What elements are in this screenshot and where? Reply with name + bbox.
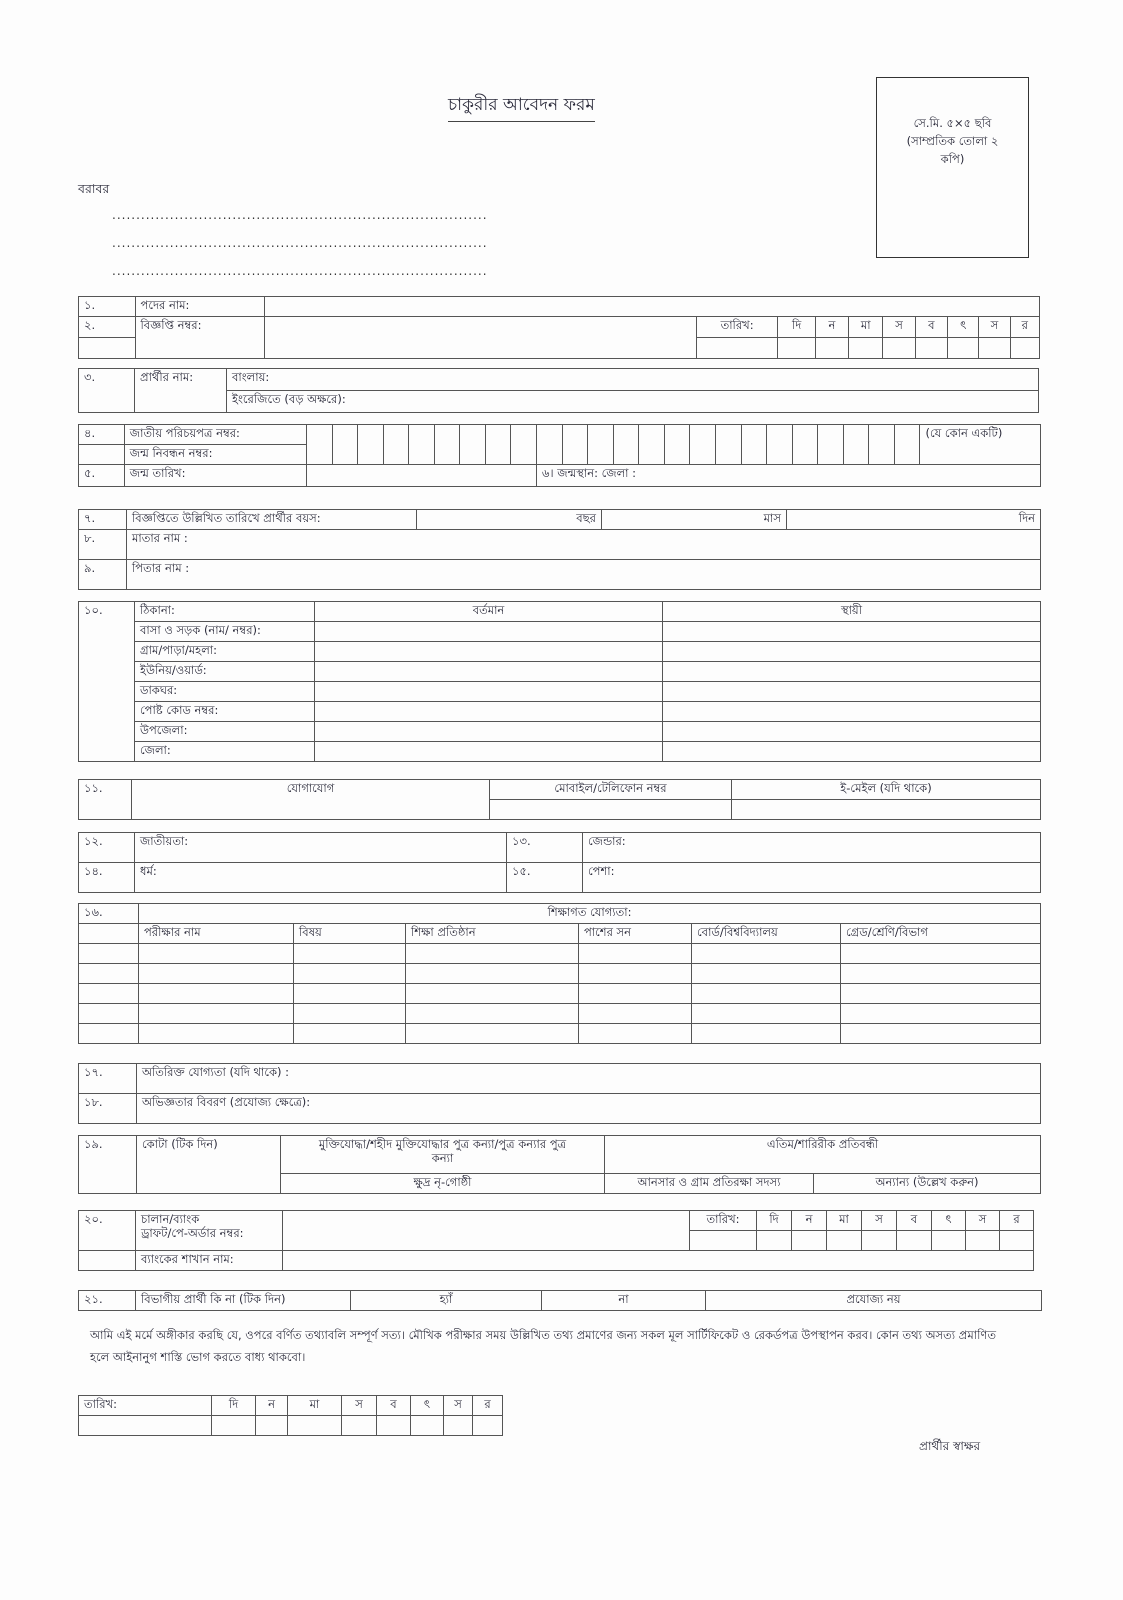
challan-number-field[interactable] [283,1211,690,1251]
experience-field[interactable]: অভিজ্ঞতার বিবরণ (প্রযোজ্য ক্ষেত্রে): [137,1094,1041,1124]
notice-date-field[interactable] [696,338,778,359]
edu-cell[interactable] [692,944,841,964]
present-address-cell[interactable] [315,642,663,662]
departmental-label: বিভাগীয় প্রার্থী কি না (টিক দিন) [136,1291,351,1311]
date-input-cell[interactable] [966,1231,1000,1251]
s8-no: ৮. [79,530,127,560]
date-input-cell[interactable] [411,1416,444,1436]
gender-field[interactable]: জেন্ডার: [583,833,1041,863]
edu-cell[interactable] [579,964,692,984]
id-digit-box[interactable] [818,425,844,465]
date-input-cell[interactable] [979,338,1010,359]
s11-no: ১১. [79,780,132,820]
id-digit-box[interactable] [792,425,818,465]
date-input-cell[interactable] [256,1416,288,1436]
s20-no-spacer [79,1251,136,1271]
name-english-field[interactable]: ইংরেজিতে (বড় অক্ষরে): [227,391,1039,413]
edu-header-exam: পরীক্ষার নাম [139,924,294,944]
id-digit-box[interactable] [869,425,895,465]
challan-label [136,1211,283,1251]
edu-header-subject: বিষয় [294,924,406,944]
present-address-cell[interactable] [315,702,663,722]
date-box-label: ব [897,1211,932,1231]
address-label: ঠিকানা: [135,602,315,622]
s20-date-label: তারিখ: [690,1211,757,1231]
id-digit-box[interactable] [894,425,920,465]
date-box-label: মা [288,1396,342,1416]
s4-no: ৪. [79,425,125,445]
permanent-address-header: স্থায়ী [663,602,1041,622]
date-box-label: ন [256,1396,288,1416]
edu-cell [79,1004,139,1024]
id-digit-box[interactable] [639,425,665,465]
age-month-field[interactable]: মাস [602,510,787,530]
age-parents-table [78,509,1041,590]
id-digit-box[interactable] [588,425,614,465]
bank-branch-field[interactable] [283,1251,1034,1271]
final-date-field[interactable] [79,1416,212,1436]
id-digit-box[interactable] [767,425,793,465]
quota-freedom-fighter-line-1: মুক্তিযোদ্ধা/শহীদ মুক্তিযোদ্ধার পুত্র কন্যা/পুত্র কন্যার পুত্র [318,1137,567,1151]
edu-cell[interactable] [139,964,294,984]
father-name-field[interactable]: পিতার নাম : [127,560,1041,590]
s20-no: ২০. [79,1211,136,1251]
quota-orphan-disabled[interactable]: এতিম/শারিরীক প্রতিবন্ধী [605,1136,1041,1174]
date-box-label: ব [915,317,947,338]
address-line-3[interactable]: .............................................................................. [112,264,488,278]
age-day-field[interactable]: দিন [787,510,1041,530]
challan-table [78,1210,1034,1271]
date-input-cell[interactable] [827,1231,862,1251]
departmental-no-option[interactable]: না [542,1291,706,1311]
quota-table [78,1135,1041,1194]
edu-cell[interactable] [139,1004,294,1024]
permanent-address-cell[interactable] [663,742,1041,762]
s3-no: ৩. [79,369,135,413]
id-digit-box[interactable] [562,425,588,465]
either-note: (যে কোন একটি) [920,425,1041,465]
date-box-label: স [342,1396,377,1416]
present-address-cell[interactable] [315,622,663,642]
dob-label: জন্ম তারিখ: [124,465,306,487]
bank-branch-label: ব্যাংকের শাখান নাম: [136,1251,283,1271]
date-box-label: র [1000,1211,1034,1231]
s2-label: বিজ্ঞপ্তি নম্বর: [135,317,264,359]
date-box-label: স [444,1396,473,1416]
id-digit-box[interactable] [690,425,716,465]
date-box-label: ৎ [948,317,979,338]
date-box-label: ৎ [932,1211,966,1231]
edu-cell [79,964,139,984]
education-table [78,903,1041,1044]
address-row-label: ইউনিয়/ওয়ার্ড: [135,662,315,682]
table-row [79,1004,1041,1024]
address-row-label: ডাকঘর: [135,682,315,702]
departmental-na-option[interactable]: প্রযোজ্য নয় [706,1291,1042,1311]
s5-no: ৫. [79,465,125,487]
extra-qualification-field[interactable]: অতিরিক্ত যোগ্যতা (যদি থাকে) : [137,1064,1041,1094]
s2-no: ২. [79,317,136,338]
edu-cell[interactable] [294,944,406,964]
nid-label: জাতীয় পরিচয়পত্র নম্বর: [124,425,306,445]
date-box-label: স [966,1211,1000,1231]
s14-no: ১৪. [79,863,135,893]
s16-no: ১৬. [79,904,139,924]
date-input-cell[interactable] [932,1231,966,1251]
address-table [78,601,1041,762]
s21-no: ২১. [79,1291,136,1311]
date-box-label: স [883,317,915,338]
edu-cell[interactable] [841,964,1041,984]
edu-cell[interactable] [294,1004,406,1024]
id-digit-box[interactable] [409,425,435,465]
edu-cell[interactable] [841,1004,1041,1024]
contact-table [78,779,1041,820]
present-address-cell[interactable] [315,682,663,702]
s4-no-spacer [79,445,125,465]
edu-cell[interactable] [294,1024,406,1044]
nationality-field[interactable]: জাতীয়তা: [135,833,507,863]
date-input-cell[interactable] [792,1231,827,1251]
edu-cell[interactable] [294,964,406,984]
date-box-label: র [473,1396,503,1416]
edu-cell[interactable] [692,964,841,984]
s12-no: ১২. [79,833,135,863]
extra-qualification-table [78,1063,1041,1124]
edu-header-institution: শিক্ষা প্রতিষ্ঠান [406,924,579,944]
edu-cell[interactable] [692,984,841,1004]
religion-field[interactable]: ধর্ম: [135,863,507,893]
date-input-cell[interactable] [948,338,979,359]
address-row-label: পোষ্ট কোড নম্বর: [135,702,315,722]
address-row-label: বাসা ও সড়ক (নাম/ নম্বর): [135,622,315,642]
edu-cell[interactable] [139,944,294,964]
edu-cell[interactable] [692,1024,841,1044]
date-box-label: র [1010,317,1039,338]
edu-cell[interactable] [294,984,406,1004]
quota-ethnic[interactable]: ক্ষুদ্র নৃ-গোষ্ঠী [281,1174,605,1194]
date-input-cell[interactable] [883,338,915,359]
s15-no: ১৫. [507,863,583,893]
id-digit-box[interactable] [511,425,537,465]
date-input-cell[interactable] [342,1416,377,1436]
s13-no: ১৩. [507,833,583,863]
email-header: ই-মেইল (যদি থাকে) [732,780,1041,800]
photo-box[interactable] [876,77,1029,258]
quota-label: কোটা (টিক দিন) [137,1136,281,1194]
date-input-cell[interactable] [212,1416,256,1436]
edu-cell [79,984,139,1004]
date-input-cell[interactable] [915,338,947,359]
permanent-address-cell[interactable] [663,642,1041,662]
edu-cell[interactable] [139,1024,294,1044]
education-label: শিক্ষাগত যোগ্যতা: [139,904,1041,924]
edu-header-year: পাশের সন [579,924,692,944]
date-input-cell[interactable] [1010,338,1039,359]
s1-label: পদের নাম: [135,297,264,317]
edu-cell[interactable] [406,964,579,984]
address-row-label: উপজেলা: [135,722,315,742]
id-digit-box[interactable] [537,425,563,465]
id-digit-box[interactable] [664,425,690,465]
id-digit-box[interactable] [306,425,332,465]
challan-label-line-1: চালান/ব্যাংক [141,1212,200,1226]
s17-no: ১৭. [79,1064,137,1094]
date-input-cell[interactable] [288,1416,342,1436]
date-input-cell[interactable] [1000,1231,1034,1251]
permanent-address-cell[interactable] [663,662,1041,682]
date-input-cell[interactable] [815,338,848,359]
present-address-cell[interactable] [315,662,663,682]
dob-field[interactable] [306,465,536,487]
photo-box-line-3: কপি) [940,152,965,166]
mother-name-field[interactable]: মাতার নাম : [127,530,1041,560]
id-digit-box[interactable] [741,425,767,465]
s1-no: ১. [79,297,136,317]
birth-reg-label: জন্ম নিবন্ধন নম্বর: [124,445,306,465]
id-digit-box[interactable] [383,425,409,465]
edu-header-board: বোর্ড/বিশ্ববিদ্যালয় [692,924,841,944]
s7-no: ৭. [79,510,127,530]
date-input-cell[interactable] [778,338,815,359]
date-input-cell[interactable] [897,1231,932,1251]
id-digit-box[interactable] [715,425,741,465]
table-row [79,944,1041,964]
id-digit-box[interactable] [460,425,486,465]
id-digit-box[interactable] [358,425,384,465]
s2-date-label: তারিখ: [696,317,778,338]
address-line-1[interactable]: .............................................................................. [112,208,488,222]
applicant-name-table [78,368,1039,413]
address-row-label: জেলা: [135,742,315,762]
s2-no-spacer [79,338,136,359]
challan-date-field[interactable] [690,1231,757,1251]
date-input-cell[interactable] [377,1416,411,1436]
date-box-label: ৎ [411,1396,444,1416]
contact-label: যোগাযোগ [132,780,490,820]
challan-label-line-2: ড্রাফট/পে-অর্ডার নম্বর: [141,1226,244,1240]
phone-field[interactable] [490,800,732,820]
name-bangla-field[interactable]: বাংলায়: [227,369,1039,391]
date-box-label: ব [377,1396,411,1416]
id-digit-box[interactable] [843,425,869,465]
quota-others[interactable]: অন্যান্য (উল্লেখ করুন) [814,1174,1041,1194]
date-input-cell[interactable] [849,338,883,359]
quota-freedom-fighter[interactable] [281,1136,605,1174]
age-label: বিজ্ঞপ্তিতে উল্লিখিত তারিখে প্রার্থীর বয়স: [127,510,417,530]
date-box-label: মা [827,1211,862,1231]
date-input-cell[interactable] [444,1416,473,1436]
date-input-cell[interactable] [473,1416,503,1436]
id-birth-table [78,424,1041,487]
edu-cell[interactable] [841,944,1041,964]
edu-cell[interactable] [406,944,579,964]
post-name-field[interactable] [264,297,1039,317]
edu-cell[interactable] [579,984,692,1004]
birthplace-field[interactable]: ৬। জন্মস্থান: জেলা : [537,465,1041,487]
occupation-field[interactable]: পেশা: [583,863,1041,893]
date-box-label: ন [792,1211,827,1231]
permanent-address-cell[interactable] [663,702,1041,722]
phone-header: মোবাইল/টেলিফোন নম্বর [490,780,732,800]
id-digit-box[interactable] [332,425,358,465]
edu-cell[interactable] [579,1004,692,1024]
date-input-cell[interactable] [757,1231,792,1251]
date-input-cell[interactable] [862,1231,897,1251]
applicant-signature-label: প্রার্থীর স্বাক্ষর [919,1439,981,1453]
edu-cell[interactable] [841,984,1041,1004]
post-notice-table [78,296,1040,359]
edu-cell[interactable] [406,1024,579,1044]
table-row [79,964,1041,984]
id-digit-box[interactable] [613,425,639,465]
permanent-address-cell[interactable] [663,682,1041,702]
age-year-field[interactable]: বছর [417,510,602,530]
s19-no: ১৯. [79,1136,137,1194]
date-box-label: ন [815,317,848,338]
edu-cell [79,1024,139,1044]
page-title: চাকুরীর আবেদন ফরম [448,92,595,122]
edu-cell[interactable] [692,1004,841,1024]
education-no-spacer [79,924,139,944]
s10-no: ১০. [79,602,135,762]
table-row [79,1024,1041,1044]
edu-cell[interactable] [579,1024,692,1044]
address-line-2[interactable]: .............................................................................. [112,236,488,250]
quota-freedom-fighter-line-2: কন্যা [431,1151,454,1165]
departmental-table [78,1290,1042,1311]
final-date-table [78,1395,503,1436]
photo-box-line-1: সে.মি. ৫×৫ ছবি [913,116,992,130]
edu-cell[interactable] [579,944,692,964]
date-box-label: স [862,1211,897,1231]
declaration-text: আমি এই মর্মে অঙ্গীকার করছি যে, ওপরে বর্ণিত তথ্যাবলি সম্পূর্ণ সত্য। মৌখিক পরীক্ষার সময় উল্লিখিত তথ্য প্রমাণের জন্য সকল মূল সার্টিফিকেট ও রেকর্ডপত্র উপস্থাপন করব। কোন তথ্য অসত্য প্রমাণিত হলে আইনানুগ শাস্তি ভোগ করতে বাধ্য থাকবো। [90,1328,996,1364]
edu-cell[interactable] [406,984,579,1004]
s9-no: ৯. [79,560,127,590]
edu-cell [79,944,139,964]
edu-cell[interactable] [406,1004,579,1024]
s3-label: প্রার্থীর নাম: [135,369,227,413]
id-digit-box[interactable] [434,425,460,465]
date-box-label: মা [849,317,883,338]
present-address-cell[interactable] [315,742,663,762]
address-row-label: গ্রাম/পাড়া/মহলা: [135,642,315,662]
edu-cell[interactable] [139,984,294,1004]
present-address-header: বর্তমান [315,602,663,622]
table-row [79,984,1041,1004]
photo-box-line-2: (সাম্প্রতিক তোলা ২ [906,134,999,148]
nationality-table [78,832,1041,893]
email-field[interactable] [732,800,1041,820]
date-box-label: দি [778,317,815,338]
notice-number-field[interactable] [264,317,696,359]
date-box-label: দি [212,1396,256,1416]
id-digit-box[interactable] [485,425,511,465]
edu-cell[interactable] [841,1024,1041,1044]
permanent-address-cell[interactable] [663,622,1041,642]
present-address-cell[interactable] [315,722,663,742]
quota-ansar[interactable]: আনসার ও গ্রাম প্রতিরক্ষা সদস্য [605,1174,814,1194]
departmental-yes-option[interactable]: হ্যাঁ [351,1291,542,1311]
date-box-label: স [979,317,1010,338]
edu-header-grade: গ্রেড/শ্রেণি/বিভাগ [841,924,1041,944]
permanent-address-cell[interactable] [663,722,1041,742]
final-date-label: তারিখ: [79,1396,212,1416]
date-box-label: দি [757,1211,792,1231]
s18-no: ১৮. [79,1094,137,1124]
to-label: বরাবর [78,181,110,196]
